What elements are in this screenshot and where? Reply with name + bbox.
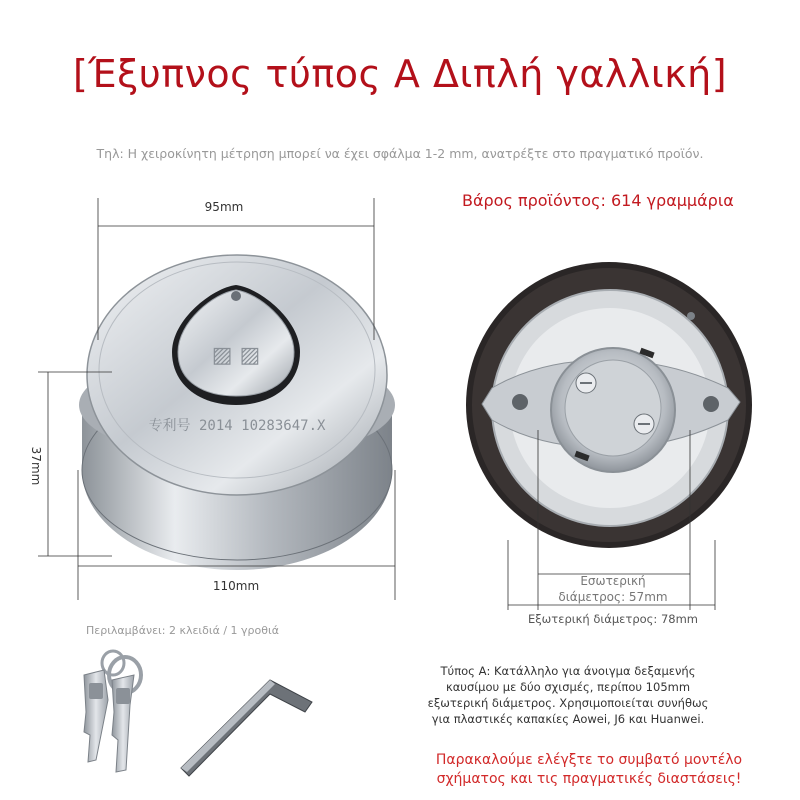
type-description-line: Τύπος Α: Κατάλληλο για άνοιγμα δεξαμενής (440, 664, 696, 678)
compatibility-note-line: σχήματος και τις πραγματικές διαστάσεις! (436, 771, 742, 787)
product-weight: Βάρος προϊόντος: 614 γραμμάρια (462, 191, 734, 210)
dim-inner-line2: διάμετρος: 57mm (558, 590, 668, 604)
type-description (418, 663, 718, 727)
dim-outer: Εξωτερική διάμετρος: 78mm (528, 612, 698, 626)
dim-height: 37mm (29, 446, 43, 486)
dim-bottom-width: 110mm (212, 579, 260, 593)
cap-front-view (79, 255, 395, 570)
compatibility-note (414, 751, 764, 789)
compatibility-note-line: Παρακαλούμε ελέγξτε το συμβατό μοντέλο (435, 752, 743, 768)
type-description-line: καυσίμου με δύο σχισμές, περίπου 105mm (445, 680, 691, 694)
cap-engraving: 专利号 2014 10283647.X (148, 418, 326, 434)
type-description-line: για πλαστικές καπακίες Aowei, J6 και Huanwei. (431, 712, 705, 726)
package-includes: Περιλαμβάνει: 2 κλειδιά / 1 γροθιά (86, 624, 279, 637)
hex-wrench-image (181, 680, 312, 776)
keys-image (84, 651, 141, 772)
dim-inner-line1: Εσωτερική (580, 574, 646, 588)
svg-text:▨ ▨: ▨ ▨ (211, 343, 261, 368)
cap-back-view (466, 262, 752, 548)
dim-top-width: 95mm (204, 200, 244, 214)
type-description-line: εξωτερική διάμετρος. Χρησιμοποιείται συνήθως (427, 696, 709, 710)
page-title: [Έξυπνος τύπος Α Διπλή γαλλική] (72, 52, 728, 96)
measurement-tip: Τηλ: Η χειροκίνητη μέτρηση μπορεί να έχει σφάλμα 1-2 mm, ανατρέξτε στο πραγματικό προϊόν. (96, 146, 704, 161)
